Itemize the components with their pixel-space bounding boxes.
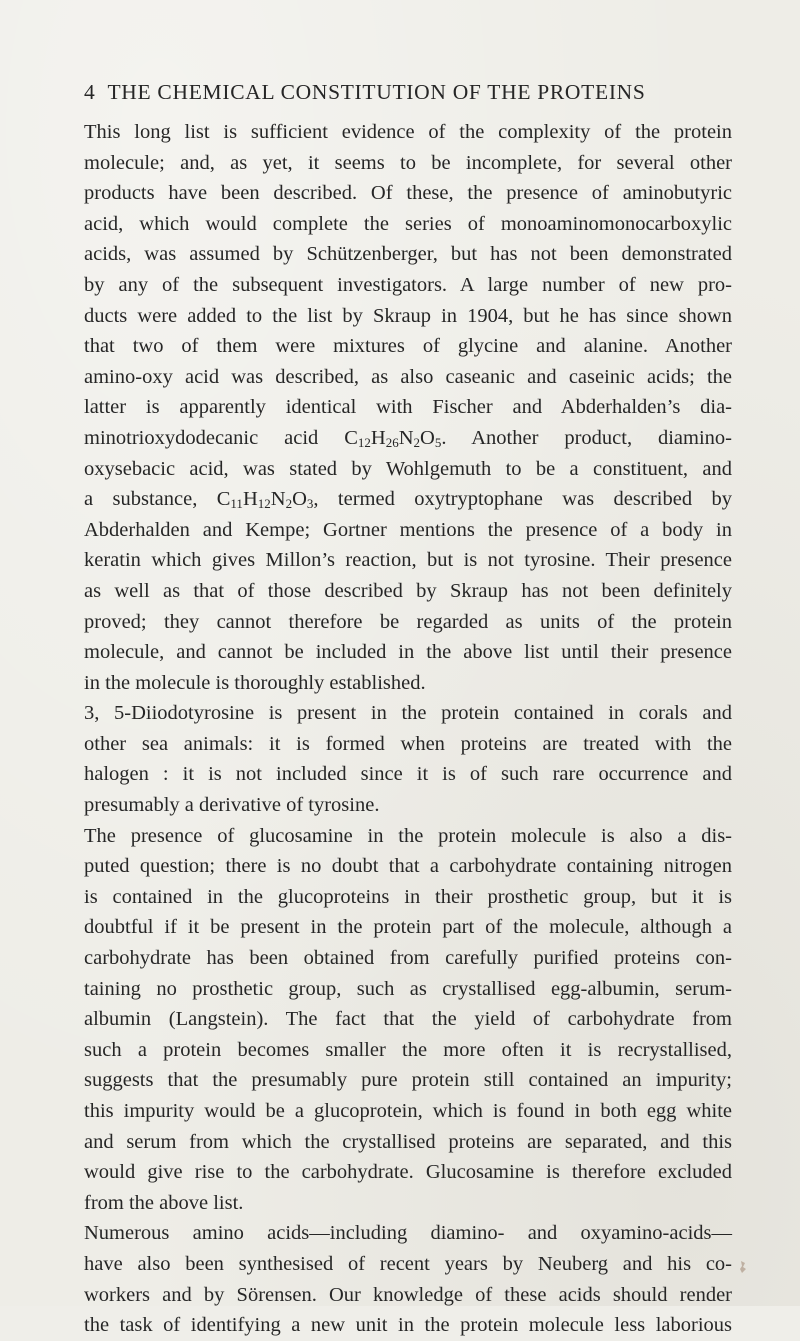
text-line: puted question; there is no doubt that a carbohydrate containing nitrogen <box>84 855 732 878</box>
text-line: workers and by Sörensen. Our knowledge of these acids should render <box>84 1283 732 1306</box>
chemical-formula <box>217 488 314 510</box>
formula-subscript: 26 <box>385 434 399 450</box>
text-line: presumably a derivative of tyrosine. <box>84 794 380 817</box>
text-line: carbohydrate has been obtained from carefully purified proteins con- <box>84 947 732 970</box>
text-line: such a protein becomes smaller the more often it is recrystallised, <box>84 1038 732 1061</box>
text-line: latter is apparently identical with Fischer and Abderhalden’s dia- <box>84 396 732 419</box>
formula-element: C <box>344 426 358 449</box>
text-line: albumin (Langstein). The fact that the yield of carbohydrate from <box>84 1008 732 1031</box>
formula-subscript: 2 <box>285 496 293 512</box>
formula-subscript: 11 <box>230 496 243 512</box>
text-line: oxysebacic acid, was stated by Wohlgemuth to be a constituent, and <box>84 457 732 480</box>
text-line: amino-oxy acid was described, as also caseanic and caseinic acids; the <box>84 365 732 388</box>
text-line: by any of the subsequent investigators. A large number of new pro- <box>84 273 732 296</box>
formula-subscript: 2 <box>413 434 420 450</box>
paragraph-synthesis <box>84 1218 732 1340</box>
text-line: proved; they cannot therefore be regarded as units of the protein <box>84 610 732 633</box>
formula-element: O <box>292 488 307 511</box>
formula-element: H <box>370 426 386 449</box>
formula-element: C <box>216 488 231 511</box>
text-line: and serum from which the crystallised proteins are separated, and this <box>84 1130 732 1153</box>
text-line: molecule; and, as yet, it seems to be incomplete, for several other <box>84 151 732 174</box>
text-fragment: . Another product, diamino- <box>441 426 732 449</box>
paragraph-glucosamine <box>84 821 732 1219</box>
text-line: as well as that of those described by Skraup has not been definitely <box>84 579 732 602</box>
text-line: Numerous amino acids—including diamino- and oxyamino-acids— <box>84 1222 732 1245</box>
text-line: other sea animals: it is formed when proteins are treated with the <box>84 732 732 755</box>
paragraph-complexity <box>84 117 732 698</box>
text-line: keratin which gives Millon’s reaction, but is not tyrosine. Their presence <box>84 549 732 572</box>
text-line: ducts were added to the list by Skraup in 1904, but he has since shown <box>84 304 732 327</box>
text-line: acids, was assumed by Schützenberger, but has not been demonstrated <box>84 243 732 266</box>
text-line: halogen : it is not included since it is of such rare occurrence and <box>84 763 732 786</box>
body-text <box>84 117 732 1341</box>
formula-subscript: 5 <box>434 434 442 450</box>
text-fragment: , termed oxytryptophane was described by <box>313 488 732 511</box>
text-line: molecule, and cannot be included in the above list until their presence <box>84 641 732 664</box>
chemical-formula <box>344 427 441 449</box>
text-line: from the above list. <box>84 1191 244 1214</box>
text-line: products have been described. Of these, the presence of aminobutyric <box>84 182 732 205</box>
text-line: taining no prosthetic group, such as crystallised egg-albumin, serum- <box>84 977 732 1000</box>
text-fragment: minotrioxydodecanic acid <box>84 426 345 449</box>
text-line: 3, 5-Diiodotyrosine is present in the protein contained in corals and <box>84 702 732 725</box>
running-title: THE CHEMICAL CONSTITUTION OF THE PROTEINS <box>107 80 646 104</box>
text-line: the task of identifying a new unit in the protein molecule less laborious <box>84 1314 732 1337</box>
text-line: that two of them were mixtures of glycine and alanine. Another <box>84 335 732 358</box>
text-line: suggests that the presumably pure protein still contained an impurity; <box>84 1069 732 1092</box>
text-fragment: a substance, <box>84 488 217 511</box>
formula-subscript: 3 <box>306 496 314 512</box>
formula-element: N <box>270 488 286 511</box>
paper-blemish-icon <box>738 1260 748 1274</box>
text-line: This long list is sufficient evidence of the complexity of the protein <box>84 121 732 143</box>
formula-element: O <box>420 426 435 449</box>
text-line: in the molecule is thoroughly established. <box>84 671 426 694</box>
text-line: is contained in the glucoproteins in their prosthetic group, but it is <box>84 885 732 908</box>
paragraph-diiodotyrosine <box>84 698 732 820</box>
text-line-formula <box>84 484 732 515</box>
text-line: this impurity would be a glucoprotein, which is found in both egg white <box>84 1100 732 1122</box>
formula-element: H <box>242 488 258 511</box>
text-line: have also been synthesised of recent years by Neuberg and his co- <box>84 1252 732 1275</box>
formula-element: N <box>398 426 414 449</box>
formula-subscript: 12 <box>257 496 271 512</box>
text-line: acid, which would complete the series of monoaminomonocarboxylic <box>84 212 732 235</box>
text-line-formula <box>84 423 732 454</box>
text-line: Abderhalden and Kempe; Gortner mentions the presence of a body in <box>84 518 732 541</box>
text-line: would give rise to the carbohydrate. Glucosamine is therefore excluded <box>84 1161 732 1184</box>
formula-subscript: 12 <box>357 434 371 450</box>
running-header <box>84 80 724 108</box>
page-number: 4 <box>84 80 96 104</box>
text-line: doubtful if it be present in the protein part of the molecule, although a <box>84 916 732 939</box>
text-line: The presence of glucosamine in the protein molecule is also a dis- <box>84 824 732 847</box>
